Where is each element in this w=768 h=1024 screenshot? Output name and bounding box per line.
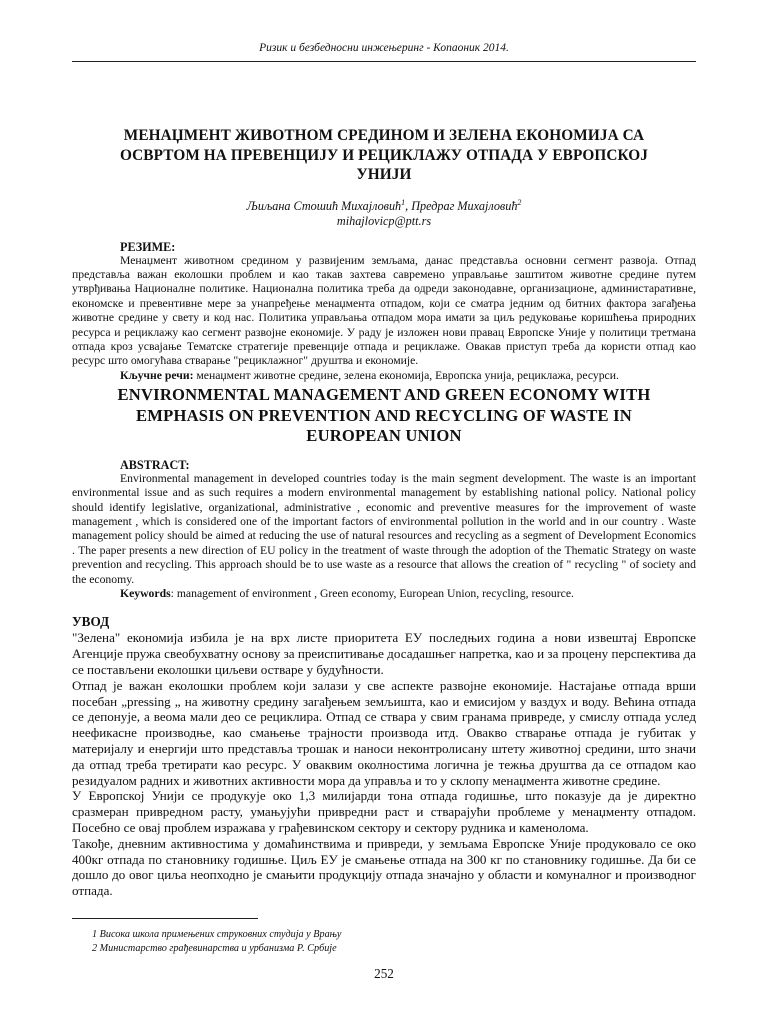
keywords-sr <box>120 369 696 383</box>
author-email: mihajlovicp@ptt.rs <box>336 213 432 228</box>
body-paragraph-4: Такође, дневним активностима у домаћинствима и привреди, у земљама Европске Уније продуковало се око 400кг отпада по становнику годишње. Циљ ЕУ је смањење отпада на 300 кг по становнику годишње. Да би се дошло до овог циља неопходно је смањити продукцију отпада значајно у области и комуналног и производног отпада. <box>72 835 696 899</box>
author-1-name: Љиљана Стошић Михајловић <box>246 198 402 213</box>
running-head: Ризик и безбедносни инжењеринг - Копаоник 2014. <box>259 42 509 54</box>
keywords-sr-label: Кључне речи: <box>120 368 194 382</box>
abstract-en-heading: ABSTRACT: <box>120 457 190 472</box>
body-paragraph-3: У Европској Унији се продукује око 1,3 милијарди тона отпада годишње, што показује да је директно сразмеран привредном расту, умањујући привредни раст и стварајући проблеме у менаџменту отпадом. Посебно се овај проблем изражава у грађевинском сектору и сектору рудника и каменолома. <box>72 788 696 835</box>
title-english <box>72 385 696 447</box>
title-en-line-2: EMPHASIS ON PREVENTION AND RECYCLING OF WASTE IN <box>136 405 632 425</box>
abstract-sr-heading: РЕЗИМЕ: <box>120 239 176 254</box>
author-line <box>72 195 696 214</box>
title-sr-line-3: УНИЈИ <box>356 166 412 183</box>
body-paragraph-1: "Зелена" економија избила је на врх листе приоритета ЕУ последњих година а нови извештај Европске Агенције пружа свеобухватну основу за преиспитивање досадашњег напретка, као и за процену перспектива да се постављени еколошки циљеви остваре у будућности. <box>72 630 696 677</box>
keywords-sr-text: менаџмент животне средине, зелена економија, Европска унија, рециклажа, ресурси. <box>193 368 619 382</box>
title-en-line-3: EUROPEAN UNION <box>306 426 462 446</box>
footnote-2: 2 Министарство грађевинарства и урбанизма Р. Србије <box>92 942 337 954</box>
body-paragraph-2: Отпад је важан еколошки проблем који залази у све аспекте развојне економије. Настајање отпада врши посебан „pressing „ на животну средину загађењем земљишта, као и емисијом у ваздух и воду. Већина отпада се депонује, а веома мали део се рециклира. Отпад се ствара у свим гранама привреде, у смислу отпада услед неефикасне производње, као смањење трајности производа итд. Овакво стварање отпада је губитак у материјалу и енергији што представља трошак и наноси неконтролисану штету животној средини, што значи да отпад треба третирати као ресурс. У оваквим околностима логична је тежња друштва да се отпадом као резидуалом радних и животних активности мора да управља и то у склопу менаџмента животне средине. <box>72 677 696 788</box>
header-rule <box>72 61 696 62</box>
author-1-footnote-mark: 1 <box>401 197 406 207</box>
main-content <box>72 126 696 899</box>
title-sr-line-1: МЕНАЏМЕНТ ЖИВОТНОМ СРЕДИНОМ И ЗЕЛЕНА ЕКОНОМИЈА СА <box>123 127 645 144</box>
keywords-en-text: : management of environment , Green economy, European Union, recycling, resource. <box>170 586 574 600</box>
title-en-line-1: ENVIRONMENTAL MANAGEMENT AND GREEN ECONOMY WITH <box>117 385 651 405</box>
title-serbian <box>72 126 696 185</box>
footnote-1: 1 Висока школа примењених струковних студија у Врању <box>92 929 342 940</box>
section-heading: УВОД <box>72 614 110 630</box>
author-separator: , <box>405 198 409 213</box>
footnote-rule <box>72 918 258 919</box>
title-sr-line-2: ОСВРТОМ НА ПРЕВЕНЦИЈУ И РЕЦИКЛАЖУ ОТПАДА У ЕВРОПСКОЈ <box>119 146 649 164</box>
abstract-en-text: Environmental management in developed countries today is the main segment development. The waste is an important environmental issue and as such requires a modern environmental management by establishing national policy. National policy should identify legislative, organizational, administrative , economic and preventive measures for the improvement of waste management , which is considered one of the important factors of environmental pollution in the world and in our country . Waste management policy should be aimed at reducing the use of natural resources and recycling as a segment of Development Economics . The paper presents a new direction of EU policy in the treatment of waste through the adoption of the Thematic Strategy on waste prevention and recycling. This approach should be to use waste as a resource that allows the creation of " recycling " of society and the economy. <box>72 471 696 586</box>
author-2-name: Предраг Михајловић <box>411 198 518 213</box>
keywords-en-label: Keywords <box>120 586 171 600</box>
author-2-footnote-mark: 2 <box>517 197 522 207</box>
footnotes <box>92 928 692 955</box>
keywords-en <box>120 587 696 601</box>
abstract-sr-text: Менаџмент животном средином у развијеним земљама, данас представља основни сегмент развоја. Отпад представља важан еколошки проблем и као такав захтева савремено управљање заштитом животне средине путем утврђивања Националне политике. Национална политика треба да одреди законодавне, организационе, администаративне, економске и превентивне мере за унапређење менаџмента отпадом, који се сматра једним од битних фактора загађења животне средине у свету и код нас. Политика управљања отпадом мора имати за циљ редуковање коришћења природних ресурса и рециклажу као сегмент развојне економије. У раду је изложен нови правац Европске Уније у политици третмана отпада кроз усвајање Тематске стратегије превенције отпада и рециклаже. Овакав приступ треба да користи отпад као ресурс што омогућава стварање "рециклажног" друштва и економије. <box>72 253 696 368</box>
page-number: 252 <box>374 966 394 981</box>
